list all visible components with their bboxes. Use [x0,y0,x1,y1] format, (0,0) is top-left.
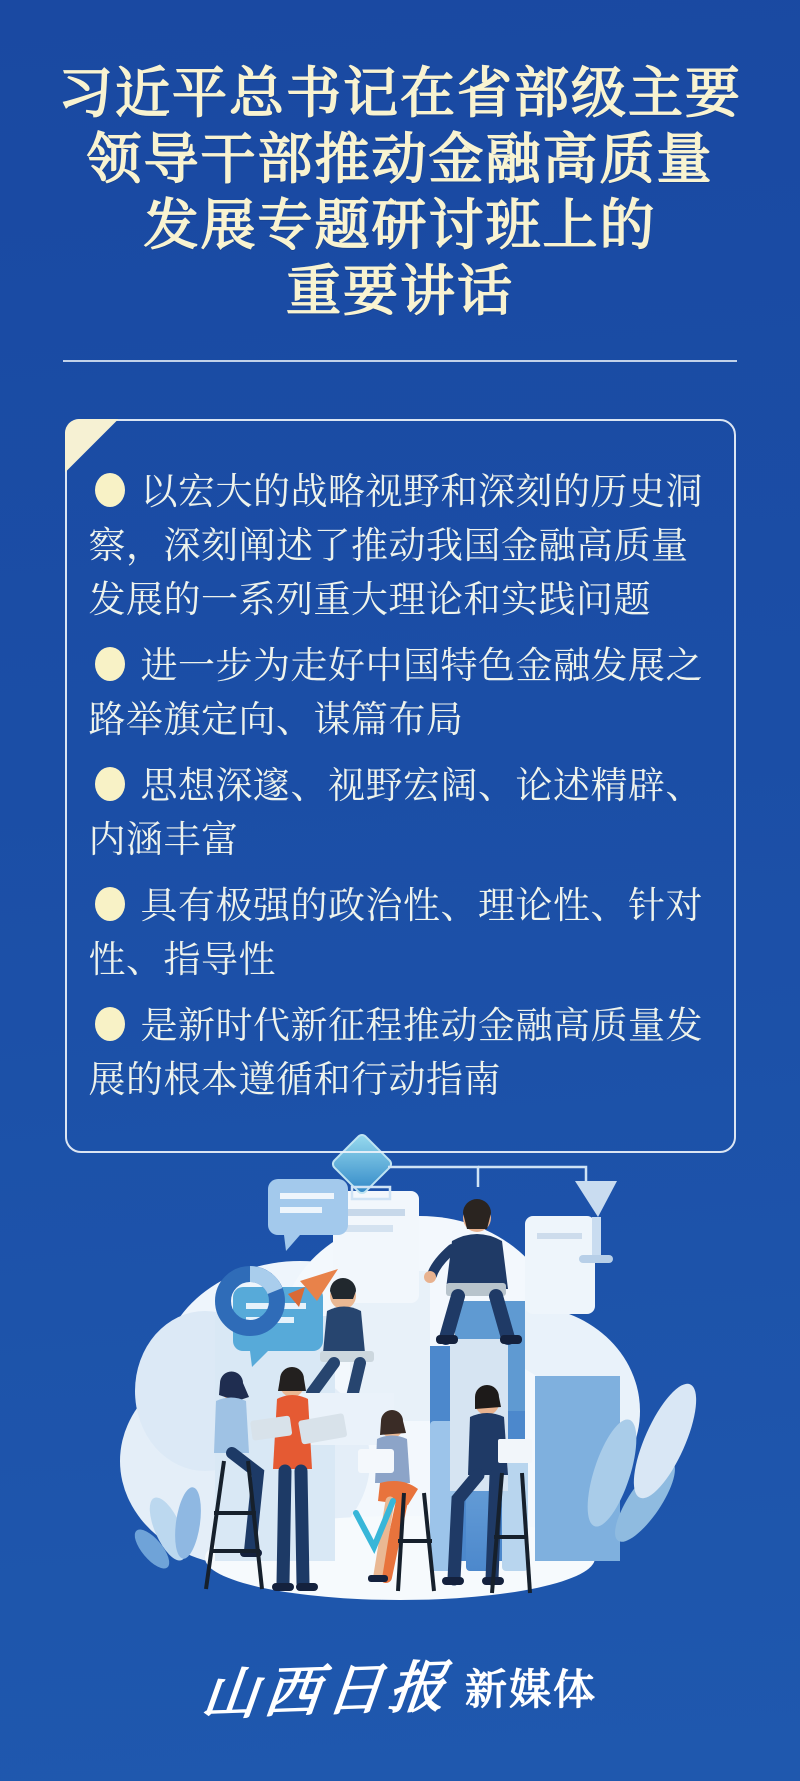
bullet-dot-icon [95,473,125,507]
bullet-text: 具有极强的政治性、理论性、针对性、指导性 [88,885,703,980]
page-title [0,0,800,324]
bullet-dot-icon [95,647,125,681]
bullet-text: 是新时代新征程推动金融高质量发展的根本遵循和行动指南 [88,1005,703,1100]
bullet-item [89,879,718,987]
bullet-item [89,759,718,867]
brand-logo-suffix: 新媒体 [464,1666,597,1713]
bullet-dot-icon [95,887,125,921]
brand-logo-script: 山西日报 [198,1653,455,1729]
bullet-item [89,999,718,1107]
title-line-4: 重要讲话 [285,260,514,322]
quote-card [65,419,736,1153]
business-people-illustration [0,1121,800,1601]
bullet-text: 进一步为走好中国特色金融发展之路举旗定向、谋篇布局 [88,645,703,740]
bullet-dot-icon [95,1007,125,1041]
bullet-item [89,465,718,627]
bullet-text: 以宏大的战略视野和深刻的历史洞察，深刻阐述了推动我国金融高质量发展的一系列重大理论和实践问题 [88,471,703,620]
title-line-3: 发展专题研讨班上的 [143,194,657,256]
bullet-text: 思想深邃、视野宏阔、论述精辟、内涵丰富 [88,765,703,860]
title-divider [63,360,737,362]
bullet-dot-icon [95,767,125,801]
title-line-2: 领导干部推动金融高质量 [86,128,714,190]
bullet-item [89,639,718,747]
footer-brand [0,1647,800,1727]
title-line-1: 习近平总书记在省部级主要 [57,62,742,124]
